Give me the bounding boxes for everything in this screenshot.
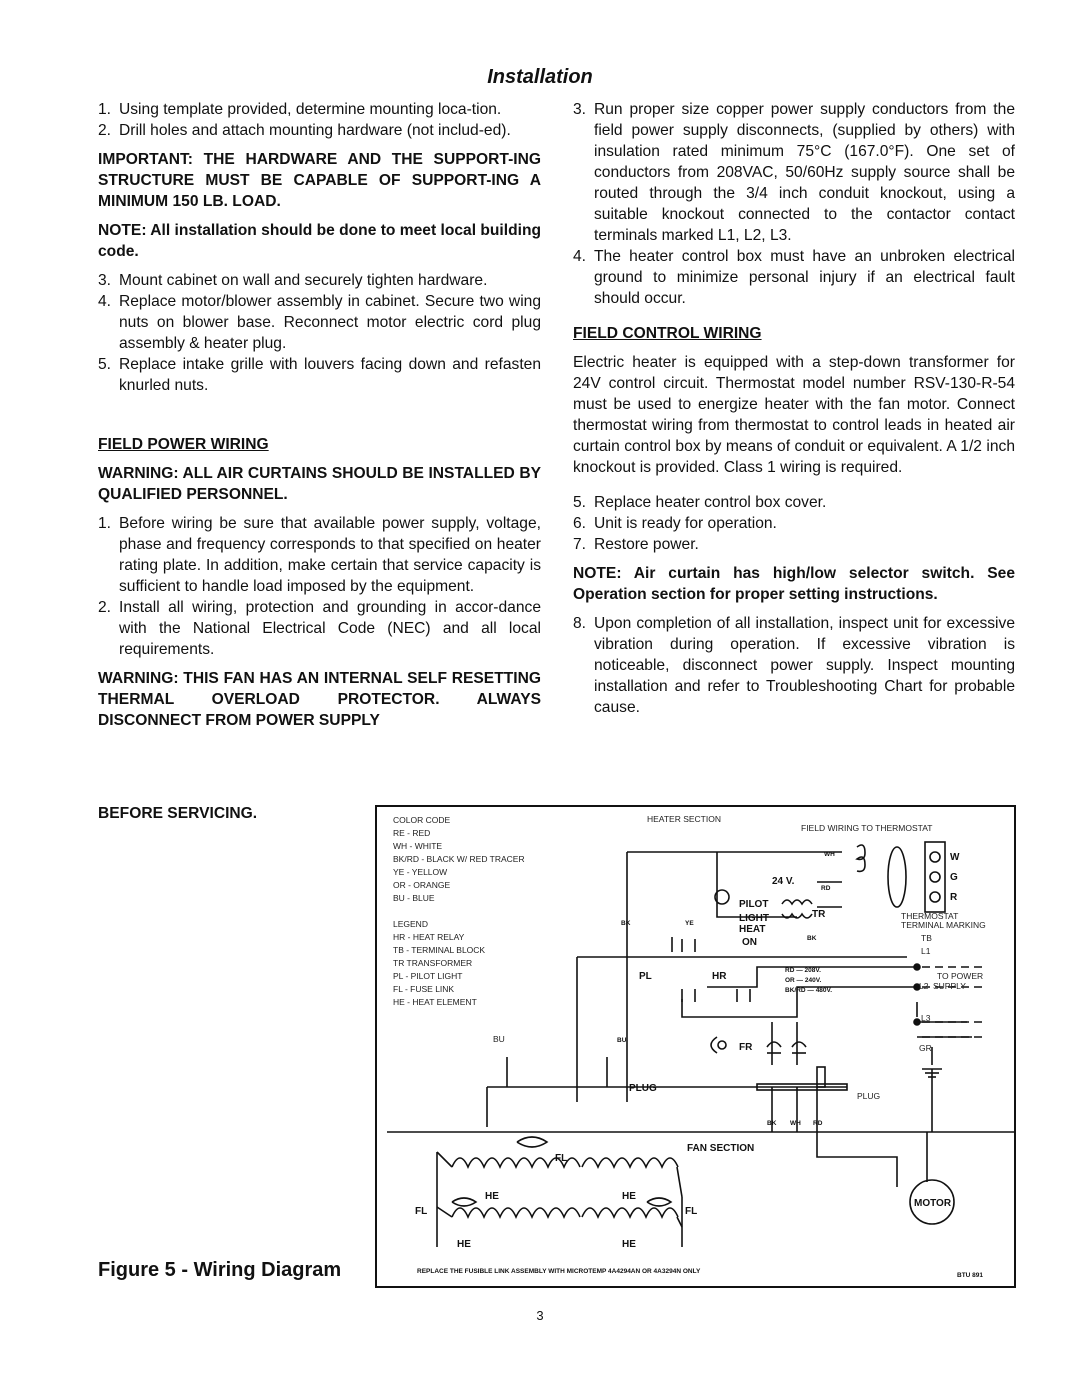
legend-line: PL - PILOT LIGHT [393, 971, 463, 981]
list-item: 3. Run proper size copper power supply conductors from the field power supply disconnects, (supplied by others) with insulation rated minimum 75°C (167.0°F). One set of conductors from 208VAC, 50/60Hz supply source shall be routed through the 3/4 inch conduit knockout, using a suitable knockout connected to the contactor contact terminals marked L1, L2, L3. [573, 101, 1015, 244]
list-item: 8. Upon completion of all installation, inspect unit for excessive vibration during operation. If excessive vibration is noticeable, disconnect power supply. Inspect mounting installation and refer to Troubleshooting Chart for probable cause. [573, 615, 1015, 716]
l1-label: L1 [921, 946, 931, 956]
field-power-wiring-heading: FIELD POWER WIRING [98, 436, 269, 453]
qualified-personnel-warning: WARNING: ALL AIR CURTAINS SHOULD BE INSTALLED BY QUALIFIED PERSONNEL. [98, 465, 541, 503]
wire-rd-label: RD [821, 885, 831, 892]
list-item: 7. Restore power. [573, 536, 699, 553]
heater-section-label: HEATER SECTION [647, 814, 721, 824]
supply-label: SUPPLY [933, 981, 966, 991]
he-label: HE [622, 1191, 636, 1202]
l2-label: L2 [919, 981, 929, 991]
important-notice: IMPORTANT: THE HARDWARE AND THE SUPPORT-ING STRUCTURE MUST BE CAPABLE OF SUPPORT-ING A MINIMUM 150 LB. LOAD. [98, 151, 541, 210]
legend-line: FL - FUSE LINK [393, 984, 455, 994]
color-code-line: YE - YELLOW [393, 867, 448, 877]
thermal-overload-warning: WARNING: THIS FAN HAS AN INTERNAL SELF RESETTING THERMAL OVERLOAD PROTECTOR. ALWAYS DISCONNECT FROM POWER SUPPLY [98, 670, 541, 729]
legend-line: HR - HEAT RELAY [393, 932, 465, 942]
list-item: 2. Install all wiring, protection and grounding in accor-dance with the National Electrical Code (NEC) and all local requirements. [98, 599, 541, 658]
wire-bu-label: BU [617, 1037, 627, 1044]
control-wiring-paragraph: Electric heater is equipped with a step-down transformer for 24V control circuit. Thermostat model number RSV-130-R-54 must be used to energize heater with the fan motor. Connect thermostat wiring from thermostat to control leads in heated air curtain control box by means of conduit or equivalent. A 1/2 inch knockout is provided. Class 1 wiring is required. [573, 354, 1015, 476]
color-code-line: OR - ORANGE [393, 880, 451, 890]
to-power-label: TO POWER [937, 971, 984, 981]
legend-line: HE - HEAT ELEMENT [393, 997, 477, 1007]
he-label: HE [457, 1239, 471, 1250]
color-code-line: WH - WHITE [393, 841, 443, 851]
pl-label: PL [639, 971, 652, 982]
terminal-w-label: W [950, 852, 960, 863]
terminal-r-label: R [950, 892, 958, 903]
list-item: 4. Replace motor/blower assembly in cabinet. Secure two wing nuts on blower base. Reconnect motor electric cord plug assembly & heater plug. [98, 293, 541, 352]
wire-ye-label: YE [685, 920, 694, 927]
legend-line: LEGEND [393, 919, 428, 929]
pilot-label: PILOT [739, 899, 769, 910]
fl-label: FL [685, 1206, 698, 1217]
wire-wh-label: WH [790, 1120, 801, 1127]
field-wiring-label: FIELD WIRING TO THERMOSTAT [801, 823, 933, 833]
terminal-g-label: G [950, 872, 958, 883]
list-item: 6. Unit is ready for operation. [573, 515, 777, 532]
he-label: HE [622, 1239, 636, 1250]
list-item: 5. Replace intake grille with louvers facing down and refasten knurled nuts. [98, 356, 541, 394]
bu-label: BU [493, 1034, 505, 1044]
thermostat-marking-label: TERMINAL MARKING [901, 920, 986, 930]
heat-label: HEAT [739, 924, 766, 935]
legend-line: TB - TERMINAL BLOCK [393, 945, 486, 955]
plug-label: PLUG [857, 1091, 881, 1101]
page-title: Installation [487, 66, 593, 88]
list-item: 2. Drill holes and attach mounting hardware (not includ-ed). [98, 122, 511, 139]
fl-label: FL [555, 1153, 568, 1164]
right-column [573, 99, 1015, 718]
motor-label: MOTOR [914, 1198, 952, 1209]
color-code-line: BU - BLUE [393, 893, 435, 903]
fr-label: FR [739, 1042, 753, 1053]
fl-label: FL [415, 1206, 428, 1217]
list-item: 3. Mount cabinet on wall and securely tighten hardware. [98, 272, 488, 289]
diagram-code: BTU 891 [957, 1272, 984, 1279]
light-label: LIGHT [739, 913, 769, 924]
fan-section-label: FAN SECTION [687, 1143, 755, 1154]
thermal-overload-warning-end: BEFORE SERVICING. [98, 805, 258, 822]
on-label: ON [742, 937, 757, 948]
tr-label: TR [812, 909, 826, 920]
thermostat-marking-label: THERMOSTAT [901, 911, 959, 921]
hr-label: HR [712, 971, 727, 982]
wire-bk-label: BK [767, 1120, 777, 1127]
he-label: HE [485, 1191, 499, 1202]
wire-bk-label: BK [621, 920, 631, 927]
selector-switch-note: NOTE: Air curtain has high/low selector switch. See Operation section for proper setting instructions. [573, 565, 1015, 603]
color-code-line: COLOR CODE [393, 815, 451, 825]
building-code-note: NOTE: All installation should be done to meet local building code. [98, 222, 541, 260]
list-item: 4. The heater control box must have an unbroken electrical ground to minimize personal injury if an electrical fault should occur. [573, 248, 1015, 307]
voltage-240-label: OR — 240V. [785, 977, 822, 984]
wiring-diagram [375, 805, 1016, 1288]
wire-wh-label: WH [824, 851, 835, 858]
voltage-208-label: RD — 208V. [785, 967, 821, 974]
field-control-wiring-heading: FIELD CONTROL WIRING [573, 325, 762, 342]
voltage-480-label: BK/RD — 480V. [785, 987, 833, 994]
legend-line: TR TRANSFORMER [393, 958, 473, 968]
tb-label: TB [921, 933, 932, 943]
replace-fuse-note: REPLACE THE FUSIBLE LINK ASSEMBLY WITH MICROTEMP 4A4294AN OR 4A3294N ONLY [417, 1268, 701, 1275]
color-code-line: BK/RD - BLACK W/ RED TRACER [393, 854, 525, 864]
page-number: 3 [536, 1308, 544, 1323]
color-code-line: RE - RED [393, 828, 431, 838]
figure-caption: Figure 5 - Wiring Diagram [98, 1259, 342, 1281]
voltage-24v-label: 24 V. [772, 876, 795, 887]
wire-rd-label: RD [813, 1120, 823, 1127]
left-column [98, 99, 541, 731]
list-item: 1. Before wiring be sure that available power supply, voltage, phase and frequency corresponds to that specified on heater rating plate. In addition, make certain that service capacity is sufficient to handle load imposed by the equipment. [98, 515, 541, 595]
l3-label: L3 [921, 1013, 931, 1023]
wire-bk-label: BK [807, 935, 817, 942]
list-item: 1. Using template provided, determine mounting loca-tion. [98, 101, 502, 118]
plug-hand-label: PLUG [629, 1083, 657, 1094]
list-item: 5. Replace heater control box cover. [573, 494, 827, 511]
gr-label: GR [919, 1043, 932, 1053]
